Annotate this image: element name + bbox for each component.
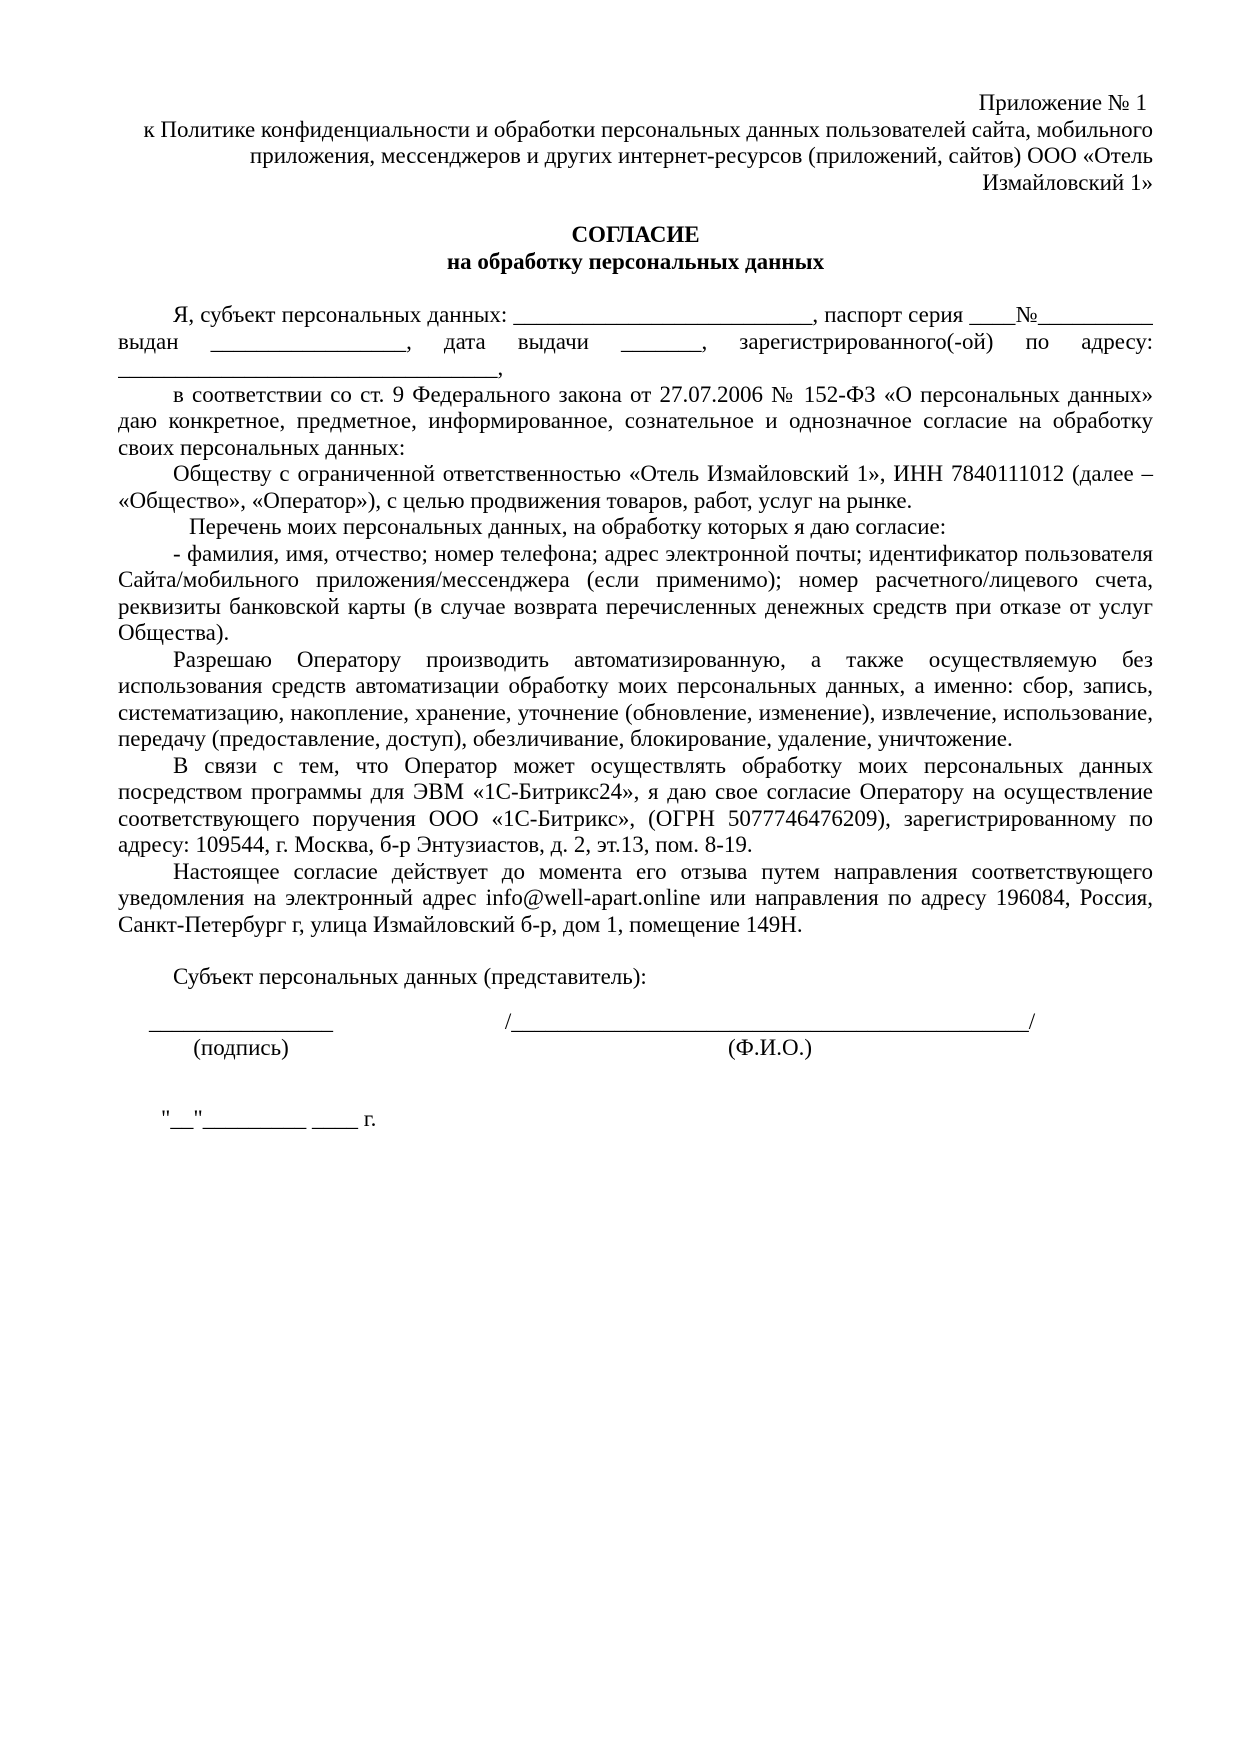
paragraph-validity: Настоящее согласие действует до момента его отзыва путем направления соответствующего уведомления на электронный адрес info@well-apart.online или направления по адресу 196084, Россия, Санкт-Петербург г, улица Измайловский б-р, дом 1, помещение 149Н. bbox=[118, 858, 1153, 937]
paragraph-law-reference: в соответствии со ст. 9 Федерального закона от 27.07.2006 № 152-ФЗ «О персональных данных» даю конкретное, предметное, информированное, сознательное и однозначное согласие на обработку своих персональных данных: bbox=[118, 381, 1153, 460]
paragraph-processing-actions: Разрешаю Оператору производить автоматизированную, а также осуществляемую без использования средств автоматизации обработку моих персональных данных, а именно: сбор, запись, систематизацию, накопление, хранение, уточнение (обновление, изменение), извлечение, использование, передачу (предоставление, доступ), обезличивание, блокирование, удаление, уничтожение. bbox=[118, 646, 1153, 751]
intro-paragraph bbox=[118, 302, 1153, 382]
document-header bbox=[118, 90, 1153, 196]
header-policy-line-2: приложения, мессенджеров и других интернет-ресурсов (приложений, сайтов) ООО «Отель bbox=[249, 143, 1153, 168]
document-subtitle: на обработку персональных данных bbox=[446, 248, 825, 274]
fio-blank-line: /_____________________________________________/ bbox=[504, 1008, 1036, 1034]
intro-line-issued-date-address: выдан _________________, дата выдачи _______, зарегистрированного(-ой) по адресу: bbox=[118, 328, 1153, 354]
fio-caption: (Ф.И.О.) bbox=[728, 1035, 812, 1060]
header-policy-line-3: Измайловский 1» bbox=[982, 169, 1153, 195]
paragraph-bitrix: В связи с тем, что Оператор может осуществлять обработку моих персональных данных посредством программы для ЭВМ «1С-Битрикс24», я даю свое согласие Оператору на осуществление соответствующего поручения ООО «1С-Битрикс», (ОГРН 5077746476209), зарегистрированному по адресу: 109544, г. Москва, б-р Энтузиастов, д. 2, эт.13, пом. 8-19. bbox=[118, 752, 1153, 857]
signature-lines-row bbox=[118, 1009, 1153, 1036]
paragraph-data-list: - фамилия, имя, отчество; номер телефона; адрес электронной почты; идентификатор пользователя Сайта/мобильного приложения/мессенджера (если применимо); номер расчетного/лицевого счета, реквизиты банковской карты (в случае возврата перечисленных денежных средств при отказе от услуг Общества). bbox=[118, 540, 1153, 645]
signature-caption: (подпись) bbox=[193, 1035, 289, 1060]
signature-blank-line: ________________ bbox=[149, 1008, 333, 1034]
date-blank-line: "__"_________ ____ г. bbox=[161, 1105, 377, 1131]
paragraph-data-list-intro: Перечень моих персональных данных, на обработку которых я даю согласие: bbox=[189, 514, 947, 539]
document-title: СОГЛАСИЕ bbox=[571, 222, 700, 247]
header-policy-line-1: к Политике конфиденциальности и обработки персональных данных пользователей сайта, мобильного bbox=[143, 116, 1153, 142]
intro-line-subject-passport: Я, субъект персональных данных: __________________________, паспорт серия ____№__________ bbox=[173, 302, 1153, 327]
signature-captions-row bbox=[118, 1035, 1153, 1062]
subject-label: Субъект персональных данных (представитель): bbox=[173, 964, 647, 989]
header-appendix-number: Приложение № 1 bbox=[978, 90, 1147, 115]
paragraph-company: Обществу с ограниченной ответственностью «Отель Измайловский 1», ИНН 7840111012 (далее – «Общество», «Оператор»), с целью продвижения товаров, работ, услуг на рынке. bbox=[118, 461, 1153, 513]
intro-line-address-blank: _________________________________, bbox=[118, 355, 504, 380]
